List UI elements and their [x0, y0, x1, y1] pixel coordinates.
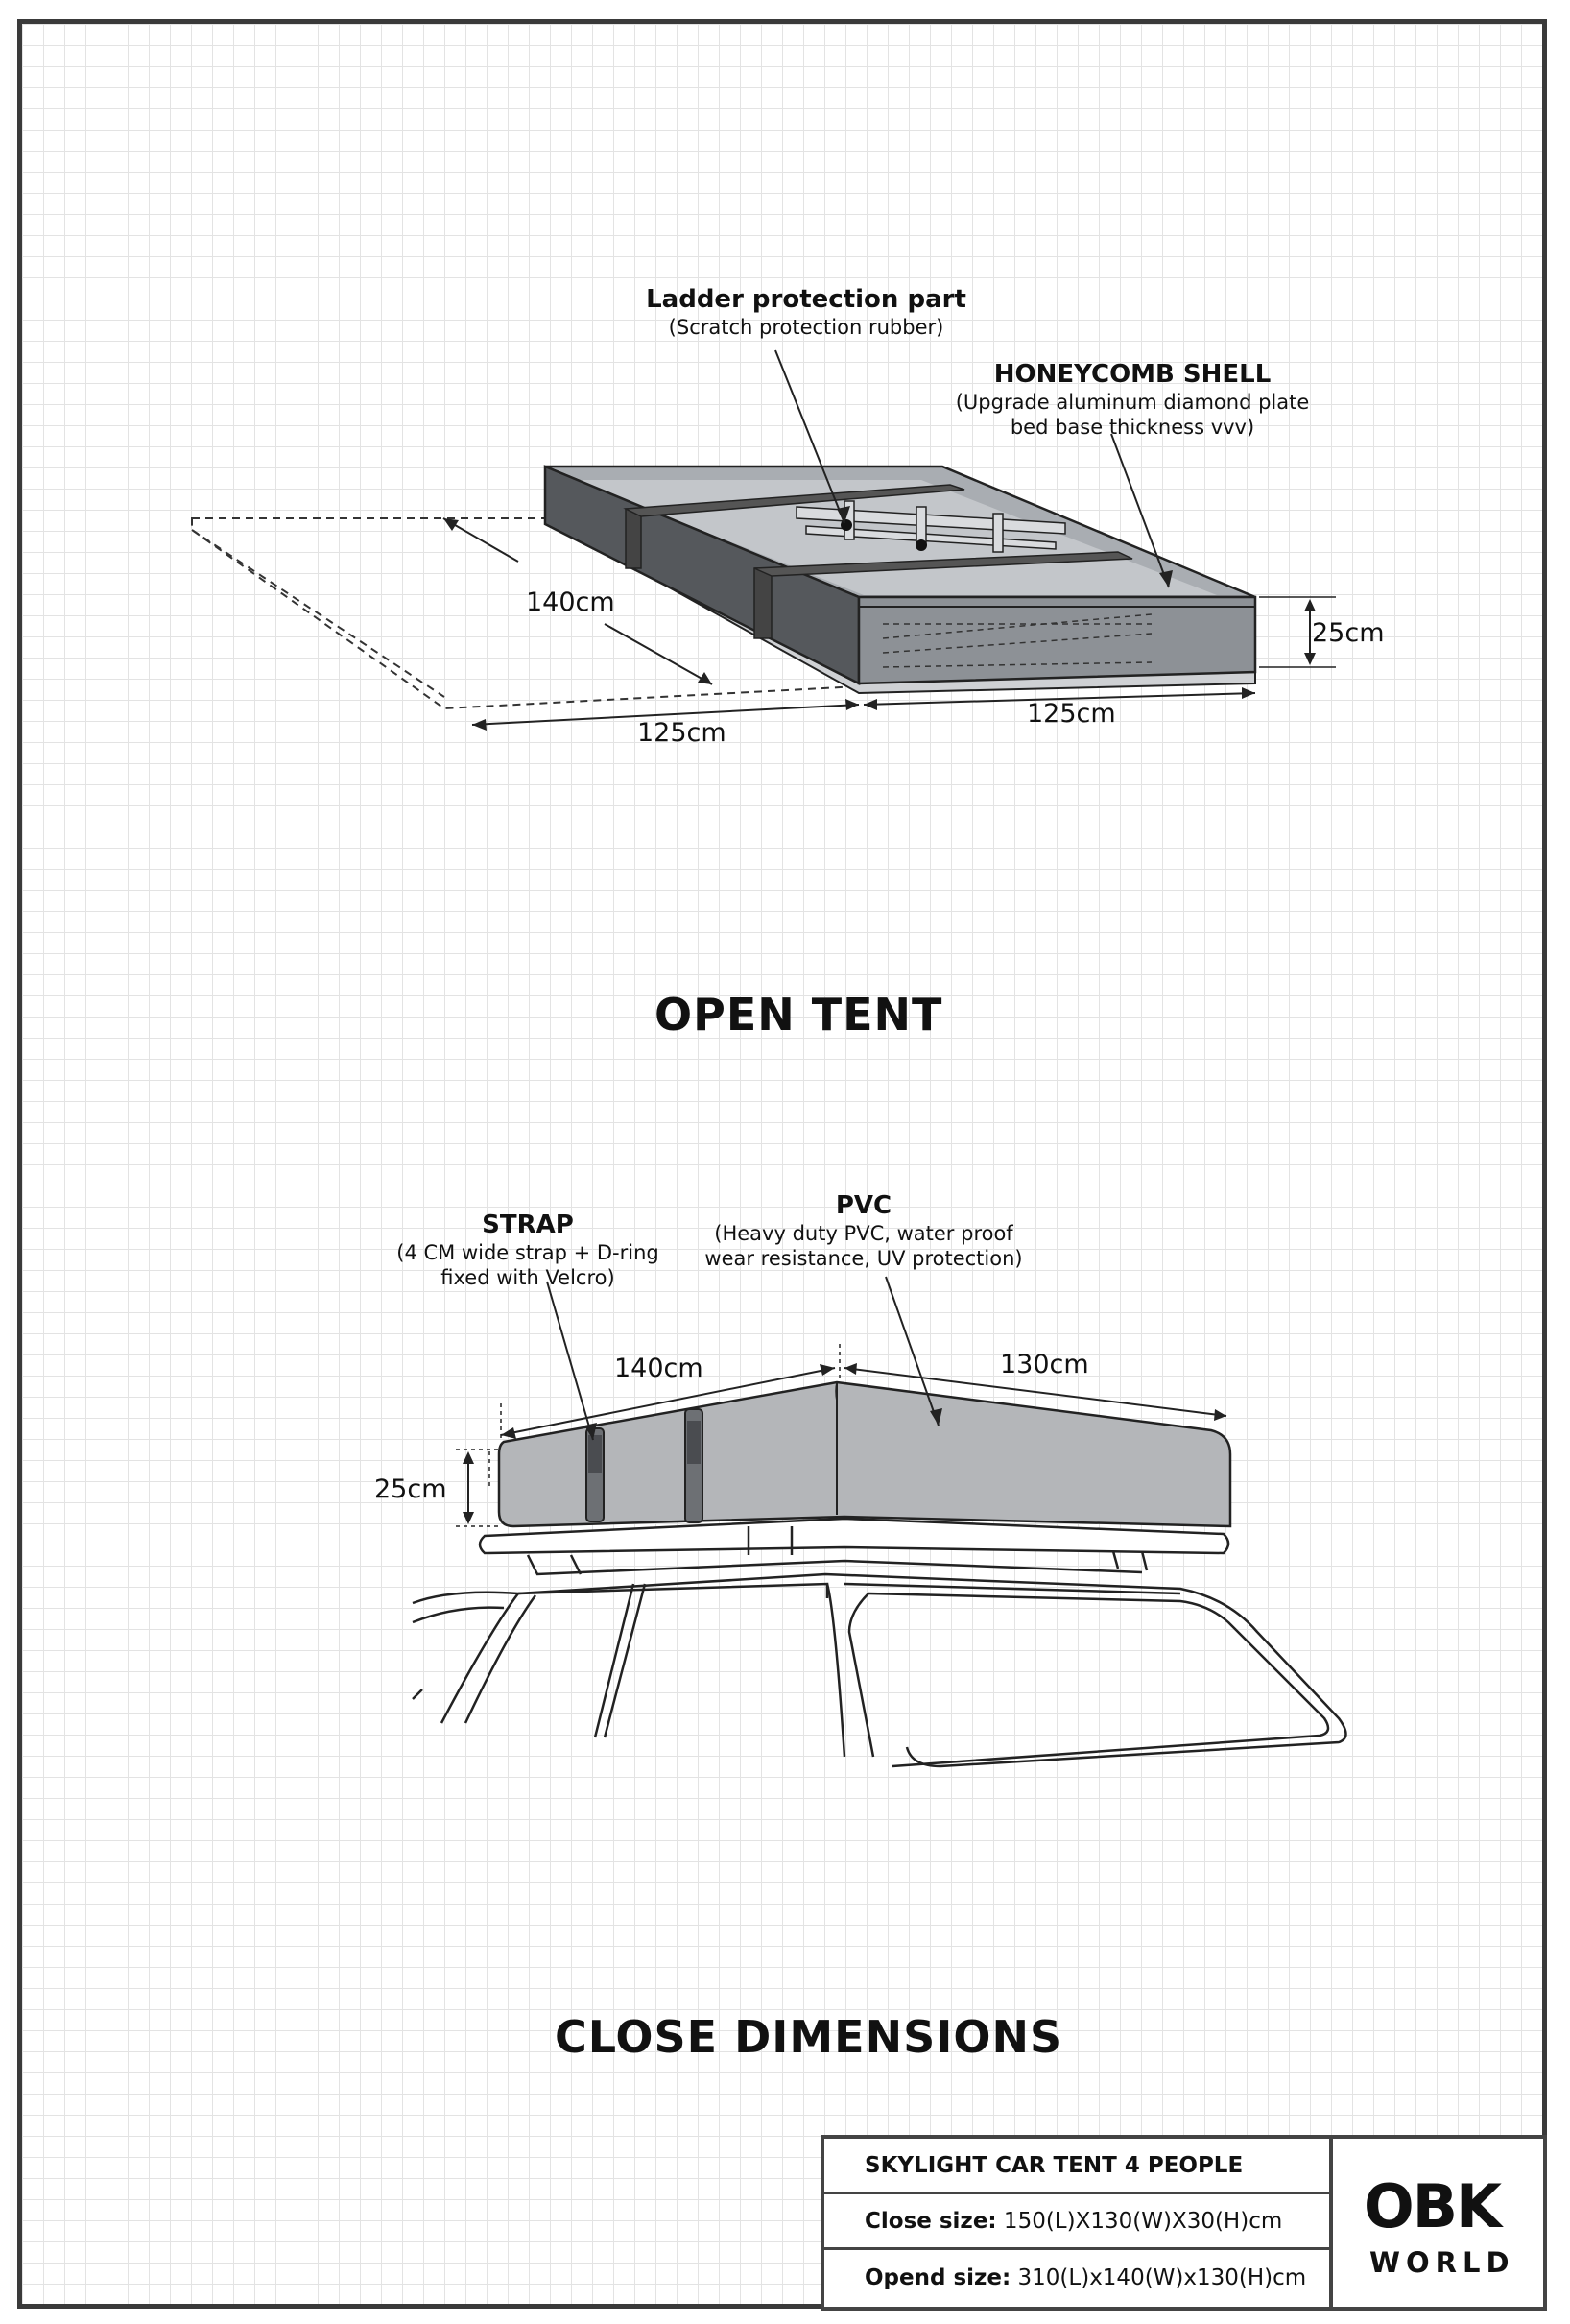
ladder-label — [576, 284, 1036, 340]
open-tent-title: OPEN TENT — [654, 989, 943, 1041]
close-size-label: Close size: — [865, 2208, 997, 2234]
pvc-subtitle-2: wear resistance, UV protection) — [704, 1247, 1023, 1270]
open-size-row — [824, 2250, 1332, 2306]
dim-140cm-close: 140cm — [614, 1354, 703, 1383]
logo-main: OBK — [1364, 2171, 1501, 2241]
close-size-value: 150(L)X130(W)X30(H)cm — [996, 2208, 1283, 2234]
ladder-title: Ladder protection part — [646, 285, 966, 314]
honeycomb-subtitle-1: (Upgrade aluminum diamond plate — [955, 391, 1310, 414]
strap-subtitle-2: fixed with Velcro) — [440, 1266, 615, 1289]
pvc-title: PVC — [835, 1191, 892, 1220]
dim-25cm-close: 25cm — [374, 1474, 447, 1504]
strap-title: STRAP — [482, 1210, 574, 1239]
ladder-subtitle: (Scratch protection rubber) — [668, 316, 944, 339]
pvc-label — [691, 1190, 1036, 1271]
dim-125cm-right: 125cm — [1027, 699, 1116, 729]
product-name: SKYLIGHT CAR TENT 4 PEOPLE — [865, 2152, 1244, 2178]
product-row — [824, 2139, 1332, 2194]
strap-label — [365, 1210, 691, 1290]
logo-sub: WORLD — [1369, 2246, 1515, 2279]
pvc-subtitle-1: (Heavy duty PVC, water proof — [714, 1222, 1013, 1245]
dim-140cm-open: 140cm — [526, 587, 615, 617]
dim-125cm-left: 125cm — [637, 718, 726, 748]
open-size-value: 310(L)x140(W)x130(H)cm — [1011, 2265, 1307, 2290]
close-dimensions-title: CLOSE DIMENSIONS — [555, 2011, 1063, 2063]
dim-25cm-open: 25cm — [1312, 618, 1385, 648]
honeycomb-title: HONEYCOMB SHELL — [993, 360, 1272, 389]
info-table — [821, 2135, 1332, 2311]
closed-tent-drawing — [413, 1277, 1346, 1766]
honeycomb-label — [902, 359, 1363, 440]
open-size-label: Opend size: — [865, 2265, 1011, 2290]
honeycomb-subtitle-2: bed base thickness vvv) — [1010, 416, 1255, 439]
strap-subtitle-1: (4 CM wide strap + D-ring — [396, 1241, 659, 1264]
close-size-row — [824, 2194, 1332, 2250]
dim-130cm-close: 130cm — [1000, 1350, 1089, 1379]
logo — [1329, 2135, 1547, 2311]
